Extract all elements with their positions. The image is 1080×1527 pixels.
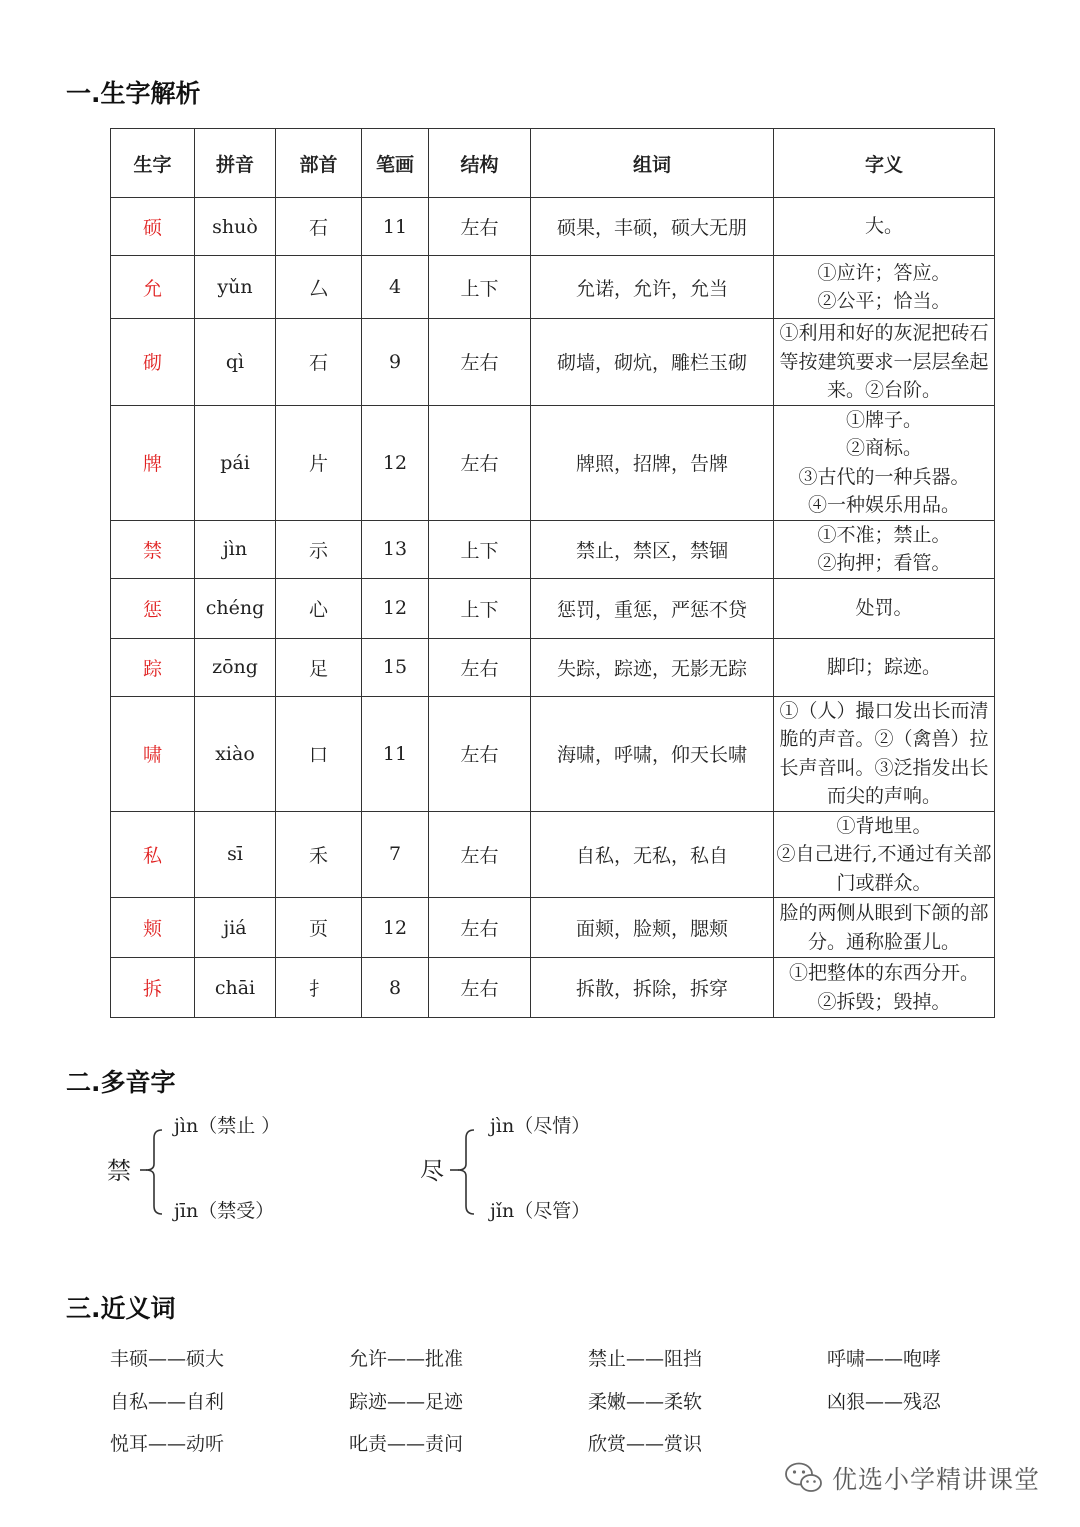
words-cell: 砌墙，砌炕，雕栏玉砌 xyxy=(531,319,774,406)
structure-cell: 左右 xyxy=(429,319,531,406)
synonym-pair: 悦耳——动听 xyxy=(110,1433,225,1455)
meaning-cell: 大。 xyxy=(774,198,995,256)
table-row xyxy=(111,958,995,1018)
radical-cell: 禾 xyxy=(276,811,362,898)
polyphone-char: 禁 xyxy=(107,1157,131,1185)
strokes-cell: 11 xyxy=(362,696,429,811)
pinyin-cell: jiá xyxy=(195,898,276,958)
polyphone-group xyxy=(100,1110,420,1230)
structure-cell: 左右 xyxy=(429,198,531,256)
table-row xyxy=(111,811,995,898)
watermark xyxy=(784,1460,1040,1496)
strokes-cell: 7 xyxy=(362,811,429,898)
char-cell: 啸 xyxy=(111,696,195,811)
table-row xyxy=(111,578,995,638)
structure-cell: 左右 xyxy=(429,958,531,1018)
table-row xyxy=(111,638,995,696)
char-cell: 私 xyxy=(111,811,195,898)
radical-cell: 足 xyxy=(276,638,362,696)
pinyin-cell: zōng xyxy=(195,638,276,696)
words-cell: 硕果，丰硕，硕大无朋 xyxy=(531,198,774,256)
pinyin-cell: xiào xyxy=(195,696,276,811)
table-row xyxy=(111,898,995,958)
synonym-pair: 允许——批准 xyxy=(349,1348,464,1370)
strokes-cell: 11 xyxy=(362,198,429,256)
table-row xyxy=(111,198,995,256)
pinyin-cell: jìn xyxy=(195,520,276,578)
strokes-cell: 4 xyxy=(362,256,429,319)
section-title-synonyms: 三.近义词 xyxy=(66,1294,176,1323)
synonym-pair: 自私——自利 xyxy=(110,1391,225,1413)
header-strokes: 笔画 xyxy=(362,129,429,198)
char-cell: 踪 xyxy=(111,638,195,696)
words-cell: 失踪，踪迹，无影无踪 xyxy=(531,638,774,696)
meaning-cell: 脚印；踪迹。 xyxy=(774,638,995,696)
meaning-cell: ①把整体的东西分开。 ②拆毁；毁掉。 xyxy=(774,958,995,1018)
table-row xyxy=(111,319,995,406)
char-cell: 拆 xyxy=(111,958,195,1018)
section-title-characters: 一.生字解析 xyxy=(66,79,201,108)
meaning-cell: 处罚。 xyxy=(774,578,995,638)
synonym-pair: 柔嫩——柔软 xyxy=(588,1391,703,1413)
meaning-cell: ①利用和好的灰泥把砖石等按建筑要求一层层垒起来。②台阶。 xyxy=(774,319,995,406)
brace-icon xyxy=(416,1110,486,1230)
words-cell: 牌照，招牌，告牌 xyxy=(531,405,774,520)
header-meaning: 字义 xyxy=(774,129,995,198)
structure-cell: 上下 xyxy=(429,520,531,578)
words-cell: 拆散，拆除，拆穿 xyxy=(531,958,774,1018)
meaning-cell: ①不准；禁止。 ②拘押；看管。 xyxy=(774,520,995,578)
strokes-cell: 12 xyxy=(362,898,429,958)
wechat-icon xyxy=(784,1461,824,1495)
synonym-pair: 呼啸——咆哮 xyxy=(827,1348,942,1370)
meaning-cell: 脸的两侧从眼到下颌的部分。通称脸蛋儿。 xyxy=(774,898,995,958)
polyphone-reading-bottom: jǐn（尽管） xyxy=(490,1200,591,1222)
char-cell: 允 xyxy=(111,256,195,319)
table-row xyxy=(111,696,995,811)
char-cell: 牌 xyxy=(111,405,195,520)
radical-cell: 扌 xyxy=(276,958,362,1018)
polyphone-char: 尽 xyxy=(420,1157,444,1185)
char-cell: 惩 xyxy=(111,578,195,638)
strokes-cell: 12 xyxy=(362,405,429,520)
header-structure: 结构 xyxy=(429,129,531,198)
structure-cell: 左右 xyxy=(429,898,531,958)
strokes-cell: 15 xyxy=(362,638,429,696)
words-cell: 允诺，允许，允当 xyxy=(531,256,774,319)
pinyin-cell: qì xyxy=(195,319,276,406)
brace-icon xyxy=(100,1110,170,1230)
synonym-pair: 丰硕——硕大 xyxy=(110,1348,225,1370)
header-pinyin: 拼音 xyxy=(195,129,276,198)
words-cell: 面颊，脸颊，腮颊 xyxy=(531,898,774,958)
strokes-cell: 8 xyxy=(362,958,429,1018)
character-table xyxy=(110,128,995,1018)
structure-cell: 上下 xyxy=(429,256,531,319)
structure-cell: 上下 xyxy=(429,578,531,638)
radical-cell: 厶 xyxy=(276,256,362,319)
structure-cell: 左右 xyxy=(429,405,531,520)
pinyin-cell: shuò xyxy=(195,198,276,256)
header-radical: 部首 xyxy=(276,129,362,198)
polyphone-reading-bottom: jīn（禁受） xyxy=(174,1200,275,1222)
meaning-cell: ①应许；答应。 ②公平；恰当。 xyxy=(774,256,995,319)
words-cell: 海啸，呼啸，仰天长啸 xyxy=(531,696,774,811)
radical-cell: 石 xyxy=(276,319,362,406)
polyphone-reading-top: jìn（禁止 ） xyxy=(174,1115,281,1137)
polyphone-group xyxy=(416,1110,736,1230)
radical-cell: 片 xyxy=(276,405,362,520)
radical-cell: 心 xyxy=(276,578,362,638)
watermark-text: 优选小学精讲课堂 xyxy=(832,1465,1041,1494)
char-cell: 禁 xyxy=(111,520,195,578)
radical-cell: 示 xyxy=(276,520,362,578)
header-char: 生字 xyxy=(111,129,195,198)
pinyin-cell: chéng xyxy=(195,578,276,638)
words-cell: 自私，无私，私自 xyxy=(531,811,774,898)
char-cell: 硕 xyxy=(111,198,195,256)
meaning-cell: ①（人）撮口发出长而清脆的声音。②（禽兽）拉长声音叫。③泛指发出长而尖的声响。 xyxy=(774,696,995,811)
char-cell: 砌 xyxy=(111,319,195,406)
pinyin-cell: pái xyxy=(195,405,276,520)
synonym-pair: 凶狠——残忍 xyxy=(827,1391,942,1413)
radical-cell: 口 xyxy=(276,696,362,811)
strokes-cell: 9 xyxy=(362,319,429,406)
meaning-cell: ①牌子。 ②商标。 ③古代的一种兵器。 ④一种娱乐用品。 xyxy=(774,405,995,520)
structure-cell: 左右 xyxy=(429,696,531,811)
pinyin-cell: sī xyxy=(195,811,276,898)
pinyin-cell: chāi xyxy=(195,958,276,1018)
table-header-row xyxy=(111,129,995,198)
structure-cell: 左右 xyxy=(429,811,531,898)
char-cell: 颊 xyxy=(111,898,195,958)
radical-cell: 石 xyxy=(276,198,362,256)
structure-cell: 左右 xyxy=(429,638,531,696)
table-row xyxy=(111,405,995,520)
synonym-pair: 欣赏——赏识 xyxy=(588,1433,703,1455)
table-row xyxy=(111,520,995,578)
synonym-pair: 踪迹——足迹 xyxy=(349,1391,464,1413)
strokes-cell: 12 xyxy=(362,578,429,638)
radical-cell: 页 xyxy=(276,898,362,958)
header-words: 组词 xyxy=(531,129,774,198)
synonym-pair: 叱责——责问 xyxy=(349,1433,464,1455)
pinyin-cell: yǔn xyxy=(195,256,276,319)
strokes-cell: 13 xyxy=(362,520,429,578)
words-cell: 禁止，禁区，禁锢 xyxy=(531,520,774,578)
synonym-pair: 禁止——阻挡 xyxy=(588,1348,703,1370)
table-row xyxy=(111,256,995,319)
section-title-polyphones: 二.多音字 xyxy=(66,1068,176,1097)
words-cell: 惩罚，重惩，严惩不贷 xyxy=(531,578,774,638)
polyphone-reading-top: jìn（尽情） xyxy=(490,1115,591,1137)
meaning-cell: ①背地里。 ②自己进行,不通过有关部门或群众。 xyxy=(774,811,995,898)
